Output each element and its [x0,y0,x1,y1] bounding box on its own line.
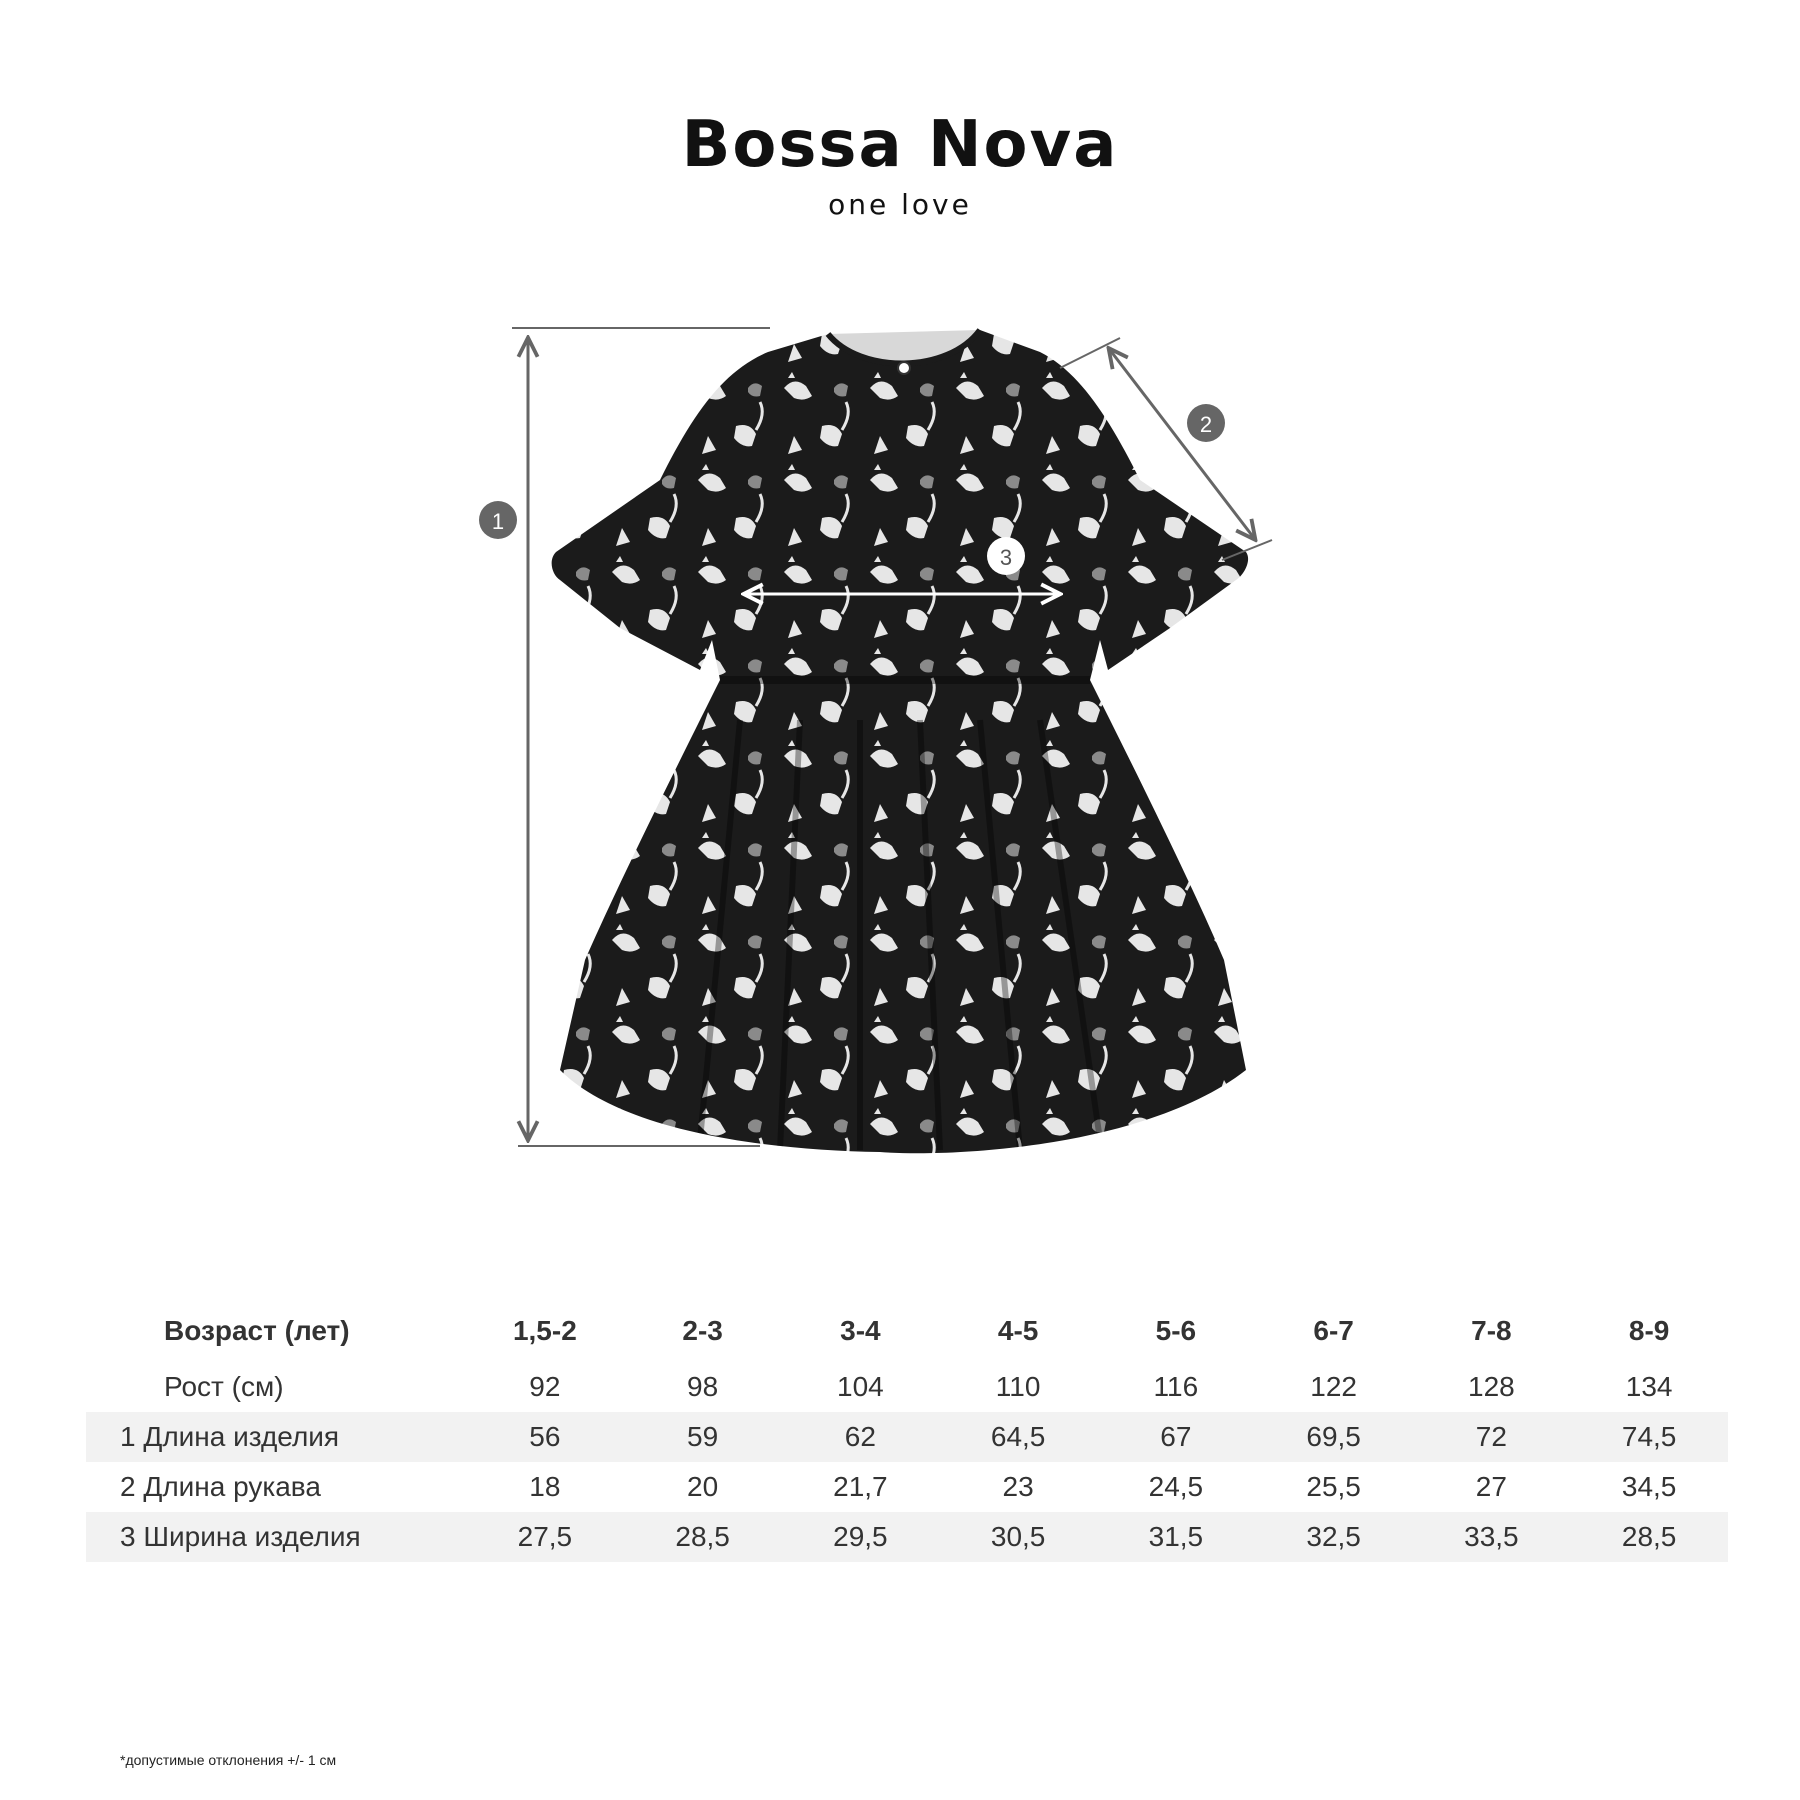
table-cell: 122 [1310,1371,1357,1402]
dress-silhouette [552,330,1248,1153]
age-col: 4-5 [997,1315,1039,1346]
age-col: 6-7 [1313,1315,1354,1346]
row-label: 2 Длина рукава [120,1471,321,1502]
age-col: 1,5-2 [512,1315,577,1346]
table-cell: 25,5 [1306,1471,1361,1502]
table-cell: 18 [529,1471,561,1502]
dress-body [552,330,1248,1153]
age-col: 5-6 [1155,1315,1197,1346]
table-cell: 28,5 [624,1512,782,1562]
table-header-row [86,1300,1728,1362]
table-cell: 33,5 [1413,1512,1571,1562]
table-cell: 110 [995,1371,1041,1402]
table-cell: 59 [624,1412,782,1462]
table-cell: 21,7 [833,1471,888,1502]
table-cell: 32,5 [1255,1512,1413,1562]
brand-subtitle: one love [828,188,972,221]
table-cell: 27 [1475,1471,1507,1502]
row-label: 3 Ширина изделия [86,1512,466,1562]
table-cell: 20 [687,1471,719,1502]
row-label: Рост (см) [164,1371,284,1402]
age-col: 2-3 [682,1315,723,1346]
table-cell: 56 [466,1412,624,1462]
table-cell: 24,5 [1148,1471,1204,1502]
age-col: 8-9 [1628,1315,1670,1346]
table-cell: 34,5 [1621,1471,1677,1502]
table-cell: 28,5 [1570,1512,1728,1562]
table-row [86,1362,1728,1412]
table-cell: 92 [529,1371,561,1402]
header-label: Возраст (лет) [164,1315,350,1346]
table-cell: 30,5 [939,1512,1097,1562]
back-button [898,362,910,374]
table-cell: 23 [1002,1471,1034,1502]
marker-3-label: 3 [999,545,1013,570]
table-cell: 104 [837,1371,884,1402]
table-cell: 128 [1468,1371,1515,1402]
marker-1-label: 1 [491,509,505,534]
table-cell: 29,5 [782,1512,940,1562]
table-row [86,1512,1728,1562]
table-cell: 64,5 [939,1412,1097,1462]
table-cell: 62 [782,1412,940,1462]
age-col: 3-4 [840,1315,881,1346]
size-table [86,1300,1728,1562]
table-cell: 31,5 [1097,1512,1255,1562]
table-cell: 98 [687,1371,719,1402]
row-label: 1 Длина изделия [86,1412,466,1462]
table-cell: 116 [1153,1371,1199,1402]
table-cell: 134 [1625,1371,1673,1402]
table-cell: 74,5 [1570,1412,1728,1462]
footnote: *допустимые отклонения +/- 1 см [120,1752,337,1768]
table-cell: 72 [1413,1412,1571,1462]
table-row [86,1462,1728,1512]
table-row [86,1412,1728,1462]
table-cell: 27,5 [466,1512,624,1562]
table-cell: 67 [1097,1412,1255,1462]
brand-title: Bossa Nova [681,108,1119,182]
table-cell: 69,5 [1255,1412,1413,1462]
marker-2-label: 2 [1199,412,1213,437]
age-col: 7-8 [1471,1315,1512,1346]
